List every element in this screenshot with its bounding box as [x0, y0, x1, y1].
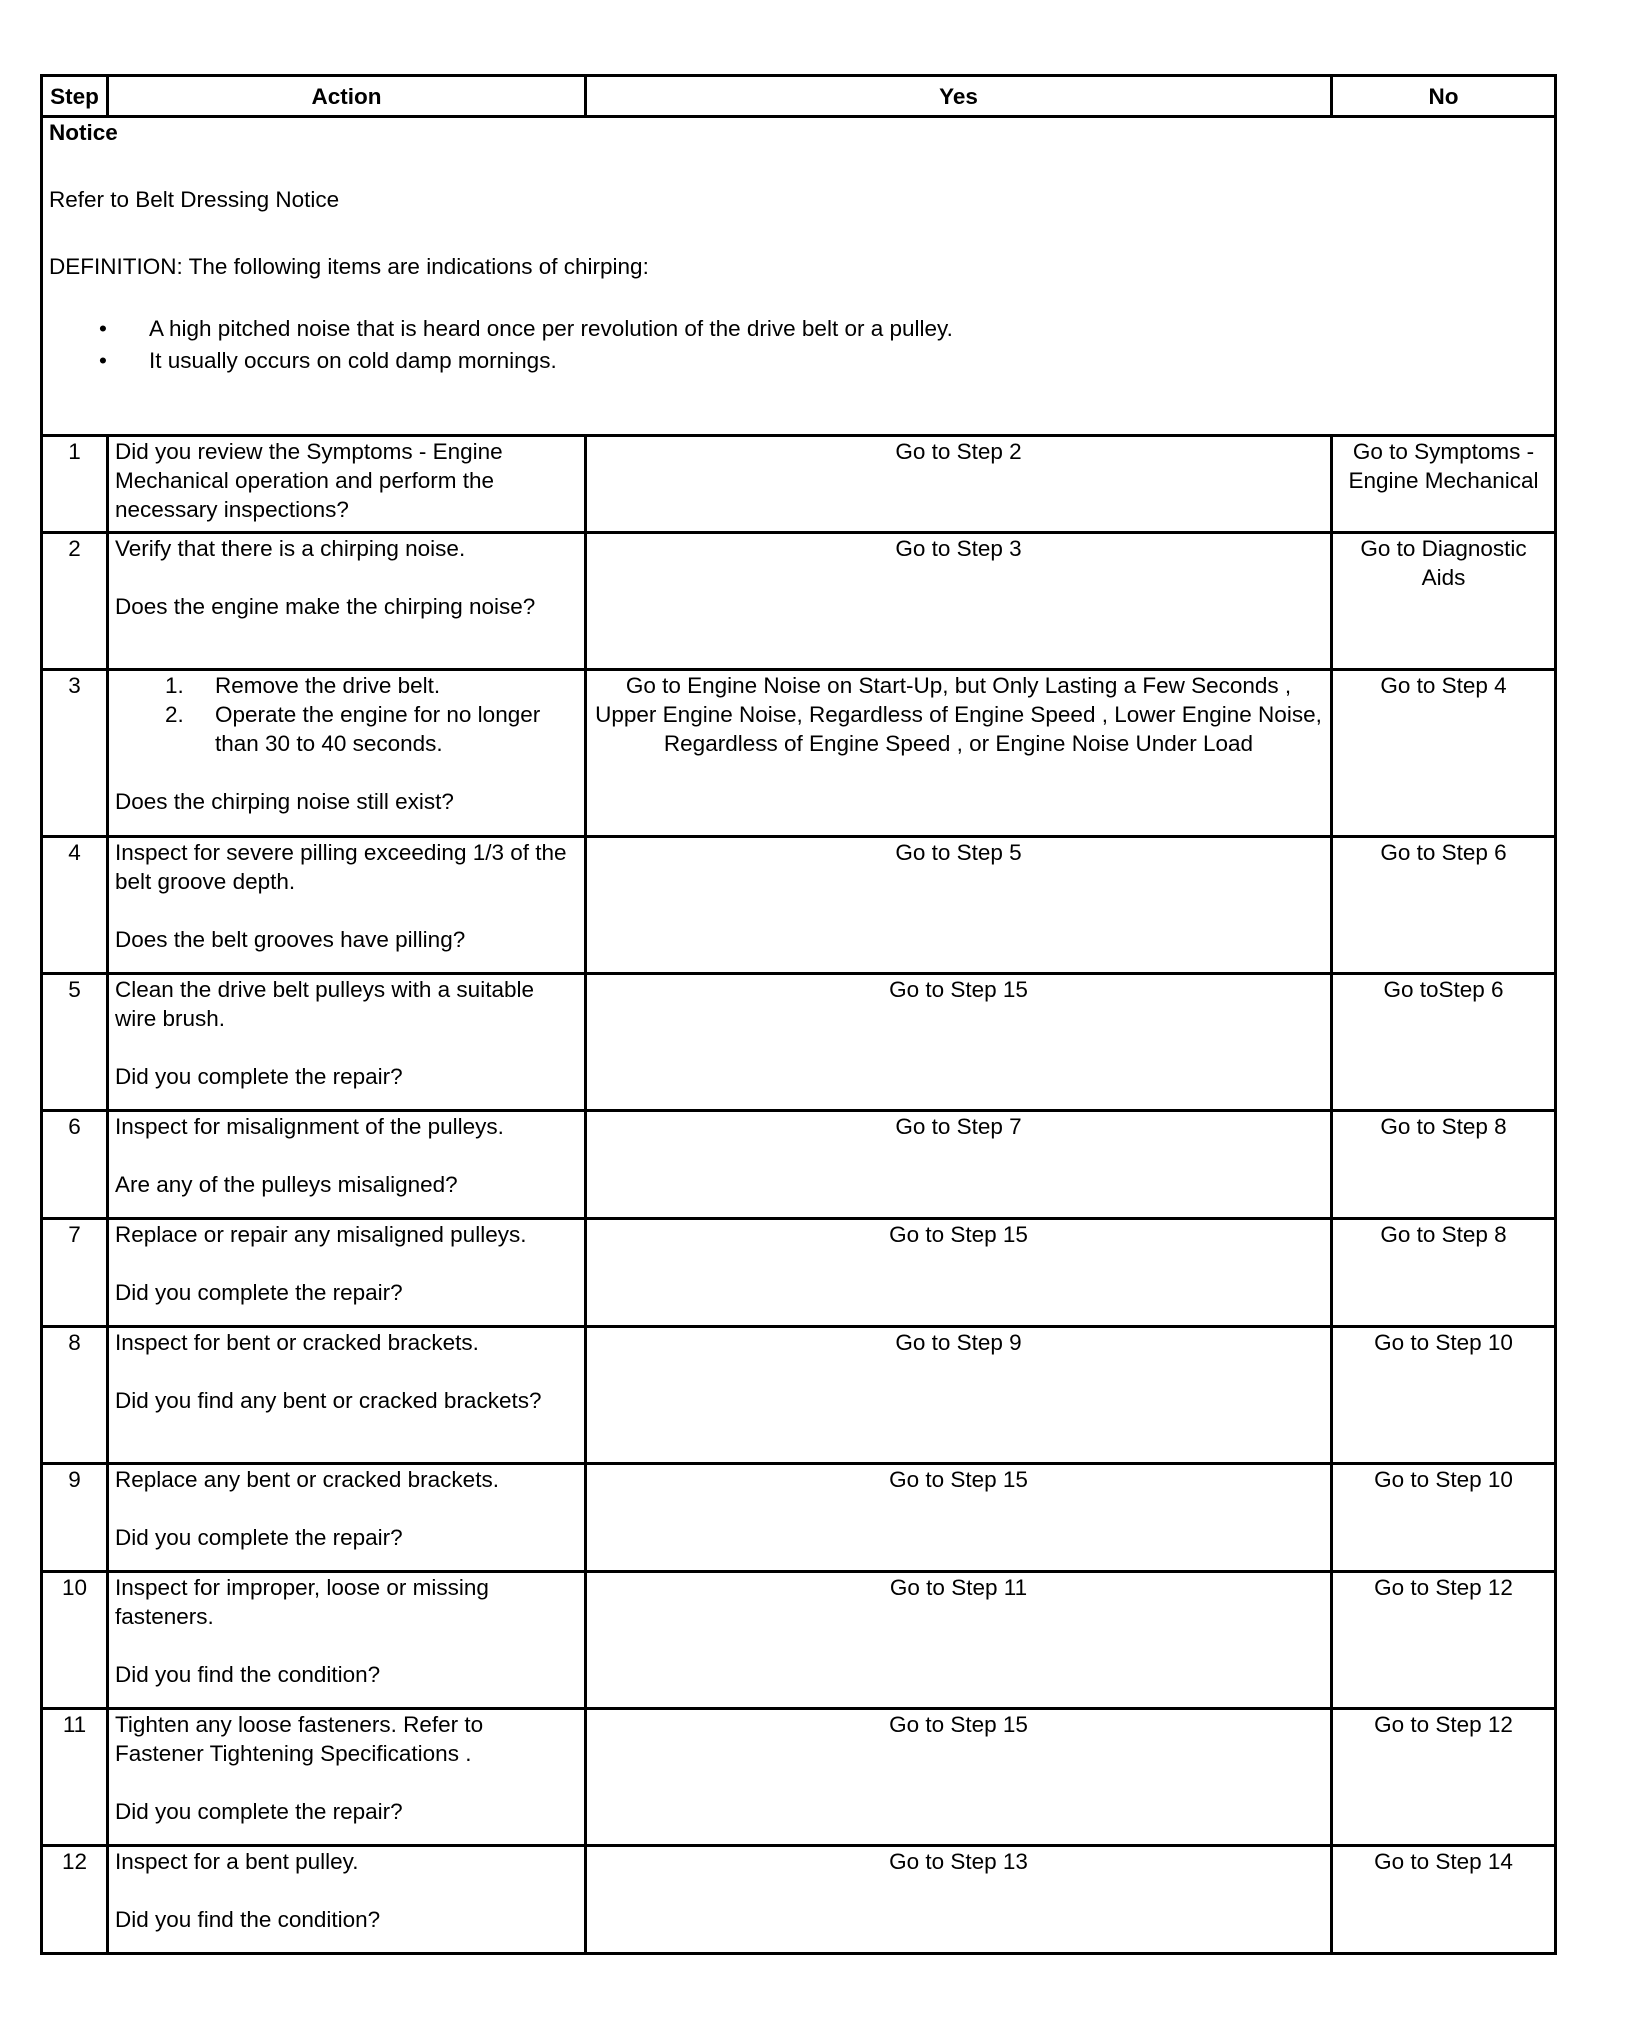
action-question: Does the belt grooves have pilling? — [115, 927, 466, 952]
header-action: Action — [108, 76, 586, 117]
action-question: Did you complete the repair? — [115, 1525, 403, 1550]
step-number: 10 — [42, 1572, 108, 1709]
action-cell — [108, 1111, 586, 1219]
no-cell: Go toStep 6 — [1332, 974, 1556, 1111]
table-row — [42, 436, 1556, 533]
action-question: Does the engine make the chirping noise? — [115, 594, 536, 619]
action-cell — [108, 533, 586, 670]
yes-cell: Go to Step 5 — [586, 837, 1332, 974]
action-question: Did you complete the repair? — [115, 1064, 403, 1089]
yes-cell: Go to Step 15 — [586, 1219, 1332, 1327]
action-instruction: Inspect for improper, loose or missing fasteners. — [115, 1575, 489, 1629]
substep-item — [165, 671, 578, 700]
action-question: Did you find the condition? — [115, 1907, 381, 1932]
step-number: 7 — [42, 1219, 108, 1327]
action-instruction: Replace any bent or cracked brackets. — [115, 1467, 499, 1492]
step-number: 8 — [42, 1327, 108, 1464]
substep-text: Operate the engine for no longer than 30 to 40 seconds. — [215, 702, 541, 756]
action-question: Did you find any bent or cracked brackets? — [115, 1388, 542, 1413]
header-yes: Yes — [586, 76, 1332, 117]
no-cell: Go to Step 14 — [1332, 1846, 1556, 1954]
action-cell — [108, 1464, 586, 1572]
substep-number: 2. — [165, 702, 184, 727]
step-number: 11 — [42, 1709, 108, 1846]
header-no: No — [1332, 76, 1556, 117]
table-row — [42, 1709, 1556, 1846]
action-instruction: Verify that there is a chirping noise. — [115, 536, 466, 561]
action-instruction: Clean the drive belt pulleys with a suitable wire brush. — [115, 977, 534, 1031]
action-cell — [108, 1219, 586, 1327]
yes-cell: Go to Step 15 — [586, 974, 1332, 1111]
diagnostic-table — [40, 74, 1557, 1955]
notice-bullet: • A high pitched noise that is heard once per revolution of the drive belt or a pulley. — [149, 313, 1548, 345]
action-question: Did you complete the repair? — [115, 1799, 403, 1824]
step-number: 1 — [42, 436, 108, 533]
notice-bullet: • It usually occurs on cold damp mornings. — [149, 345, 1548, 377]
action-cell — [108, 670, 586, 837]
action-text: Did you review the Symptoms - Engine Mechanical operation and perform the necessary inspections? — [115, 439, 503, 522]
step-number: 5 — [42, 974, 108, 1111]
action-question: Did you complete the repair? — [115, 1280, 403, 1305]
yes-cell: Go to Step 2 — [586, 436, 1332, 533]
no-cell: Go to Diagnostic Aids — [1332, 533, 1556, 670]
header-step: Step — [42, 76, 108, 117]
action-instruction: Tighten any loose fasteners. Refer to Fastener Tightening Specifications . — [115, 1712, 484, 1766]
notice-cell — [42, 117, 1556, 436]
yes-cell: Go to Step 15 — [586, 1709, 1332, 1846]
step-number: 9 — [42, 1464, 108, 1572]
table-row — [42, 1846, 1556, 1954]
no-cell: Go to Symptoms - Engine Mechanical — [1332, 436, 1556, 533]
no-cell: Go to Step 12 — [1332, 1709, 1556, 1846]
substep-text: Remove the drive belt. — [215, 673, 441, 698]
table-row — [42, 1464, 1556, 1572]
yes-cell: Go to Step 15 — [586, 1464, 1332, 1572]
step-number: 4 — [42, 837, 108, 974]
action-cell — [108, 1709, 586, 1846]
no-cell: Go to Step 8 — [1332, 1219, 1556, 1327]
table-row — [42, 670, 1556, 837]
step-number: 6 — [42, 1111, 108, 1219]
table-row — [42, 1572, 1556, 1709]
step-number: 2 — [42, 533, 108, 670]
action-instruction: Inspect for severe pilling exceeding 1/3 of the belt groove depth. — [115, 840, 567, 894]
action-instruction: Inspect for misalignment of the pulleys. — [115, 1114, 504, 1139]
no-cell: Go to Step 10 — [1332, 1327, 1556, 1464]
no-cell: Go to Step 4 — [1332, 670, 1556, 837]
yes-cell: Go to Step 3 — [586, 533, 1332, 670]
action-question: Did you find the condition? — [115, 1662, 381, 1687]
yes-cell: Go to Step 9 — [586, 1327, 1332, 1464]
no-cell: Go to Step 8 — [1332, 1111, 1556, 1219]
action-instruction: Inspect for bent or cracked brackets. — [115, 1330, 479, 1355]
table-row — [42, 974, 1556, 1111]
no-cell: Go to Step 6 — [1332, 837, 1556, 974]
table-row — [42, 1219, 1556, 1327]
action-cell — [108, 974, 586, 1111]
notice-definition: DEFINITION: The following items are indications of chirping: — [49, 254, 649, 279]
table-row — [42, 533, 1556, 670]
yes-cell: Go to Step 11 — [586, 1572, 1332, 1709]
no-cell: Go to Step 12 — [1332, 1572, 1556, 1709]
substep-number: 1. — [165, 673, 184, 698]
notice-row — [42, 117, 1556, 436]
action-cell — [108, 436, 586, 533]
step-number: 3 — [42, 670, 108, 837]
action-cell — [108, 1846, 586, 1954]
action-question: Does the chirping noise still exist? — [115, 789, 454, 814]
yes-cell: Go to Engine Noise on Start-Up, but Only Lasting a Few Seconds , Upper Engine Noise, Regardless of Engine Speed , Lower Engine Noise, Regardless of Engine Speed , or Engine Noise Under Load — [586, 670, 1332, 837]
action-instruction: Inspect for a bent pulley. — [115, 1849, 359, 1874]
table-row — [42, 837, 1556, 974]
table-row — [42, 1327, 1556, 1464]
yes-cell: Go to Step 13 — [586, 1846, 1332, 1954]
notice-bullet-list — [49, 313, 1548, 377]
yes-cell: Go to Step 7 — [586, 1111, 1332, 1219]
substep-list — [115, 671, 578, 758]
step-number: 12 — [42, 1846, 108, 1954]
action-cell — [108, 1572, 586, 1709]
action-question: Are any of the pulleys misaligned? — [115, 1172, 458, 1197]
action-instruction: Replace or repair any misaligned pulleys. — [115, 1222, 527, 1247]
notice-reference: Refer to Belt Dressing Notice — [49, 187, 340, 212]
table-row — [42, 1111, 1556, 1219]
no-cell: Go to Step 10 — [1332, 1464, 1556, 1572]
action-cell — [108, 837, 586, 974]
action-cell — [108, 1327, 586, 1464]
notice-title: Notice — [49, 120, 118, 145]
substep-item — [165, 700, 578, 758]
header-row — [42, 76, 1556, 117]
